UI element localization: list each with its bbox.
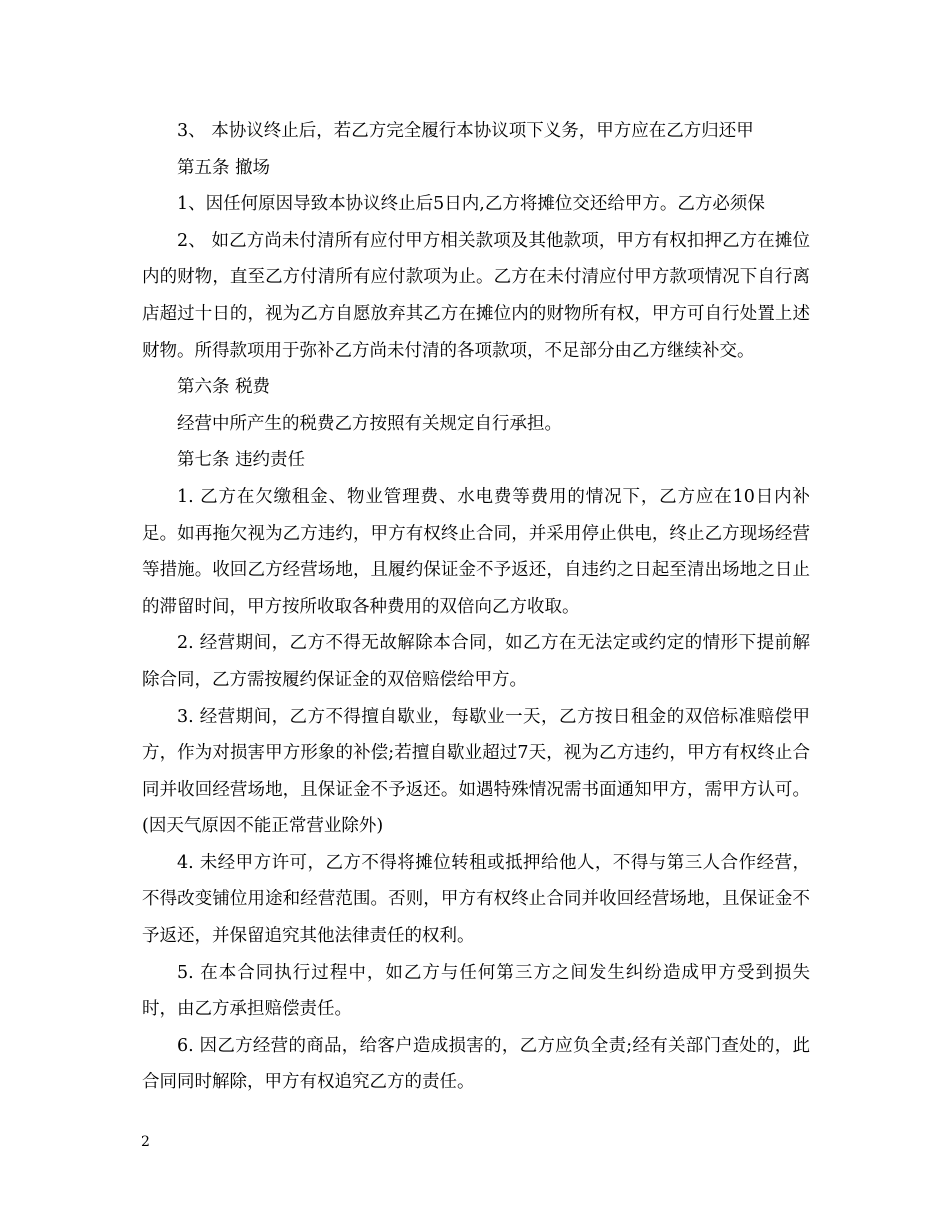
clause-7-item-5: 5. 在本合同执行过程中，如乙方与任何第三方之间发生纠纷造成甲方受到损失时，由乙方承担赔偿责任。 [142,962,810,1020]
article-5-heading: 第五条 撤场 [177,157,271,178]
clause-5-item-2: 2、 如乙方尚未付清所有应付甲方相关款项及其他款项，甲方有权扣押乙方在摊位内的财物，直至乙方付清所有应付款项为止。乙方在未付清应付甲方款项情况下自行离店超过十日的，视为乙方自愿放弃其乙方在摊位内的财物所有权，甲方可自行处置上述财物。所得款项用于弥补乙方尚未付清的各项款项，不足部分由乙方继续补交。 [142,230,810,361]
article-7-heading: 第七条 违约责任 [177,450,306,471]
article-6-heading: 第六条 税费 [177,377,271,398]
clause-7-item-3: 3. 经营期间，乙方不得擅自歇业，每歇业一天，乙方按日租金的双倍标准赔偿甲方，作为对损害甲方形象的补偿;若擅自歇业超过7天，视为乙方违约，甲方有权终止合同并收回经营场地，且保证金不予返还。如遇特殊情况需书面通知甲方，需甲方认可。(因天气原因不能正常营业除外) [142,706,810,837]
clause-7-item-6: 6. 因乙方经营的商品，给客户造成损害的，乙方应负全责;经有关部门查处的，此合同同时解除，甲方有权追究乙方的责任。 [142,1035,810,1093]
clause-7-item-4: 4. 未经甲方许可，乙方不得将摊位转租或抵押给他人，不得与第三人合作经营，不得改变铺位用途和经营范围。否则，甲方有权终止合同并收回经营场地，且保证金不予返还，并保留追究其他法律责任的权利。 [142,852,810,947]
page-number: 2 [141,1134,150,1150]
clause-5-item-1: 1、因任何原因导致本协议终止后5日内,乙方将摊位交还给甲方。乙方必须保 [177,194,765,215]
clause-7-item-2: 2. 经营期间，乙方不得无故解除本合同，如乙方在无法定或约定的情形下提前解除合同，乙方需按履约保证金的双倍赔偿给甲方。 [142,633,810,690]
document-body [142,113,810,1101]
clause-4-item-3: 3、 本协议终止后，若乙方完全履行本协议项下义务，甲方应在乙方归还甲 [177,121,754,141]
clause-7-item-1: 1. 乙方在欠缴租金、物业管理费、水电费等费用的情况下，乙方应在10日内补足。如再拖欠视为乙方违约，甲方有权终止合同，并采用停止供电，终止乙方现场经营等措施。收回乙方经营场地，且履约保证金不予返还，自违约之日起至清出场地之日止的滞留时间，甲方按所收取各种费用的双倍向乙方收取。 [142,486,810,617]
clause-6-text: 经营中所产生的税费乙方按照有关规定自行承担。 [177,413,562,434]
